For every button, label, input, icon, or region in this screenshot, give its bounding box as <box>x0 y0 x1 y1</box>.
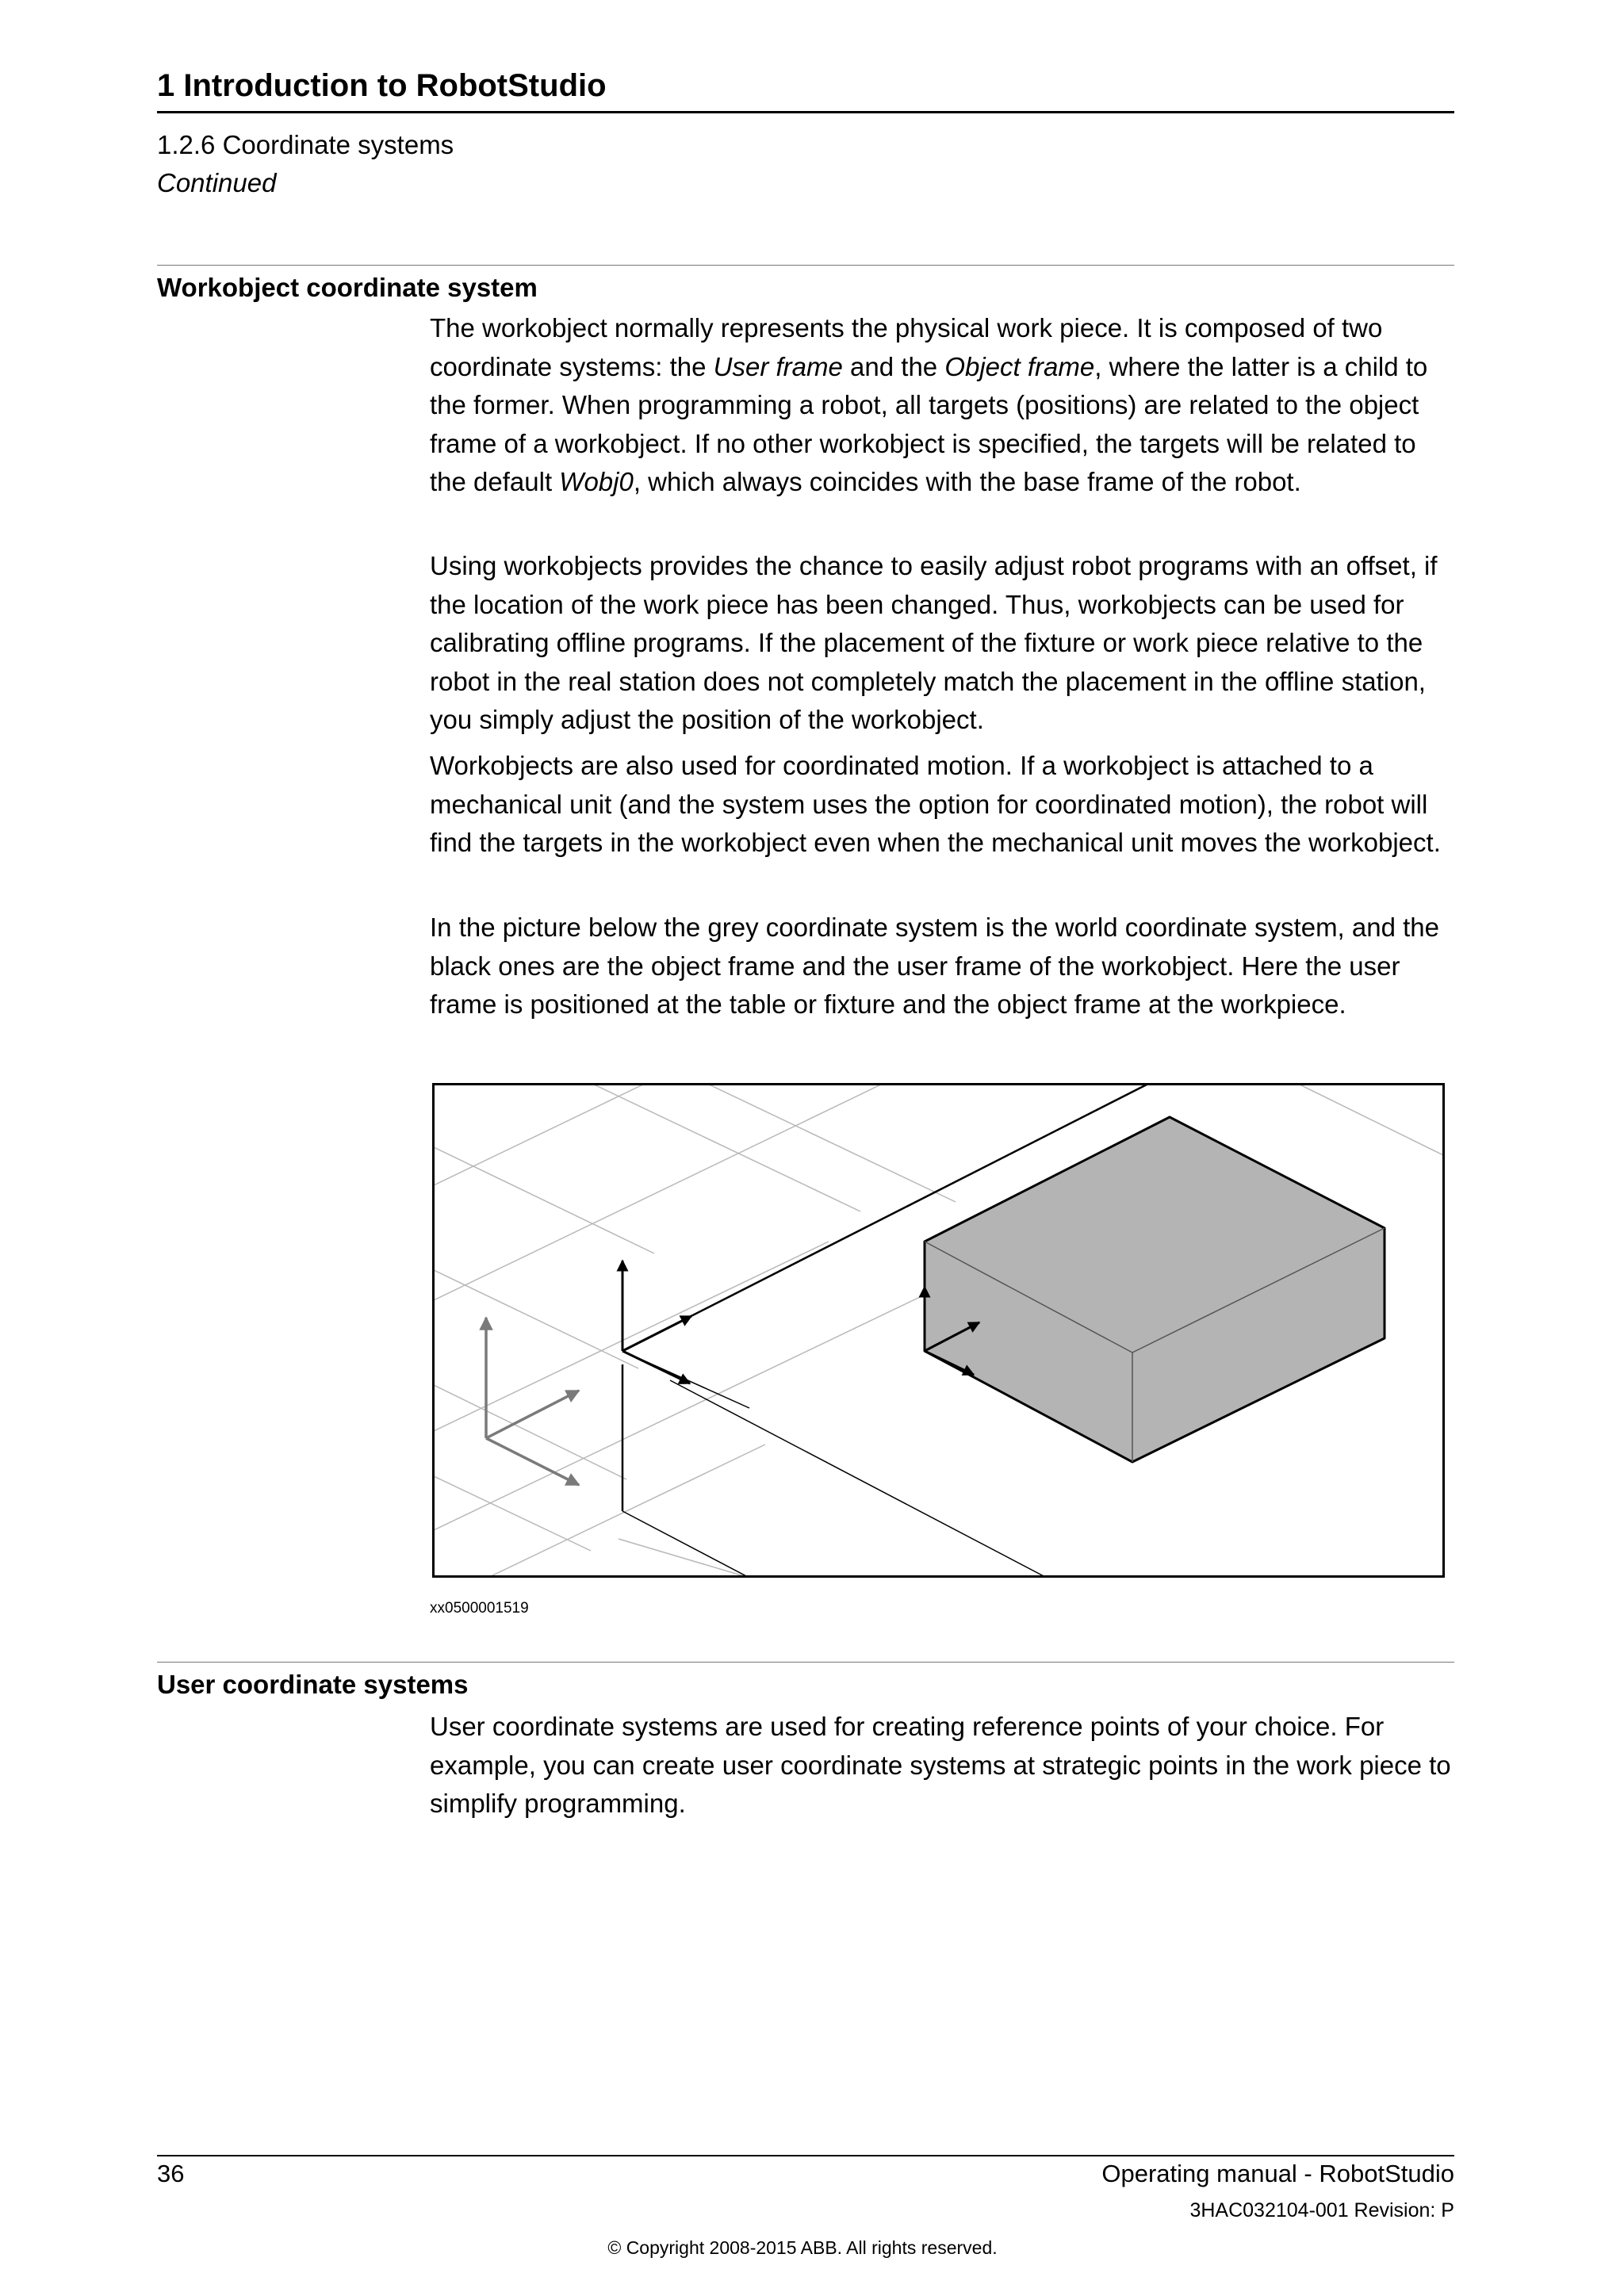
workpiece-box <box>432 1083 1427 1117</box>
footer-rule <box>157 2155 1454 2156</box>
term-user-frame: User frame <box>713 351 843 381</box>
world-frame-axes <box>486 1318 579 1485</box>
text-run: and the <box>842 351 945 381</box>
page-number: 36 <box>157 2160 185 2187</box>
workobject-paragraph-3: Workobjects are also used for coordinated motion. If a workobject is attached to a mechanical unit (and the system uses the option for coordinated motion), the robot will find the targets in the workobject even when the mechanical unit moves the workobject. <box>430 751 1441 857</box>
text-run: The workobject normally represents the physical work piece. It is composed of two coordinate systems: the <box>430 313 1383 381</box>
continued-label: Continued <box>157 168 277 197</box>
figure-id: xx0500001519 <box>430 1600 529 1617</box>
user-frame-axes <box>622 1261 691 1383</box>
section-heading-workobject: Workobject coordinate system <box>157 273 538 302</box>
section-divider <box>157 1662 1454 1663</box>
term-object-frame: Object frame <box>944 351 1095 381</box>
manual-title: Operating manual - RobotStudio <box>1101 2160 1454 2187</box>
text-run: , which always coincides with the base frame of the robot. <box>633 467 1301 496</box>
workobject-paragraph-4: In the picture below the grey coordinate system is the world coordinate system, and the black ones are the object frame and the user frame of the workobject. Here the user frame is positioned at the table or fixture and the object frame at the workpiece. <box>430 913 1439 1019</box>
section-reference: 1.2.6 Coordinate systems <box>157 130 454 159</box>
text-run: , where the latter is a child to the former. When programming a robot, all targets (positions) are related to the object frame of a workobject. If no other workobject is specified, the targets will be related to the default <box>430 351 1428 496</box>
workobject-paragraph-2: Using workobjects provides the chance to easily adjust robot programs with an offset, if the location of the work piece has been changed. Thus, workobjects can be used for calibrating offline programs. If the placement of the fixture or work piece relative to the robot in the real station does not completely match the placement in the offline station, you simply adjust the position of the workobject. <box>430 551 1438 734</box>
copyright-notice: © Copyright 2008-2015 ABB. All rights reserved. <box>607 2237 998 2258</box>
chapter-title: 1 Introduction to RobotStudio <box>157 68 607 103</box>
section-heading-user-coordinate: User coordinate systems <box>157 1670 469 1699</box>
header-rule <box>157 111 1454 113</box>
section-divider <box>157 265 1454 266</box>
coordinate-systems-figure <box>432 1083 1445 1578</box>
user-coordinate-paragraph: User coordinate systems are used for creating reference points of your choice. For example, you can create user coordinate systems at strategic points in the work piece to simplify programming. <box>430 1712 1451 1818</box>
document-id: 3HAC032104-001 Revision: P <box>1189 2199 1454 2221</box>
workpiece-block <box>925 1117 1385 1462</box>
term-wobj0: Wobj0 <box>559 467 634 496</box>
workobject-paragraph-1 <box>430 309 1454 502</box>
